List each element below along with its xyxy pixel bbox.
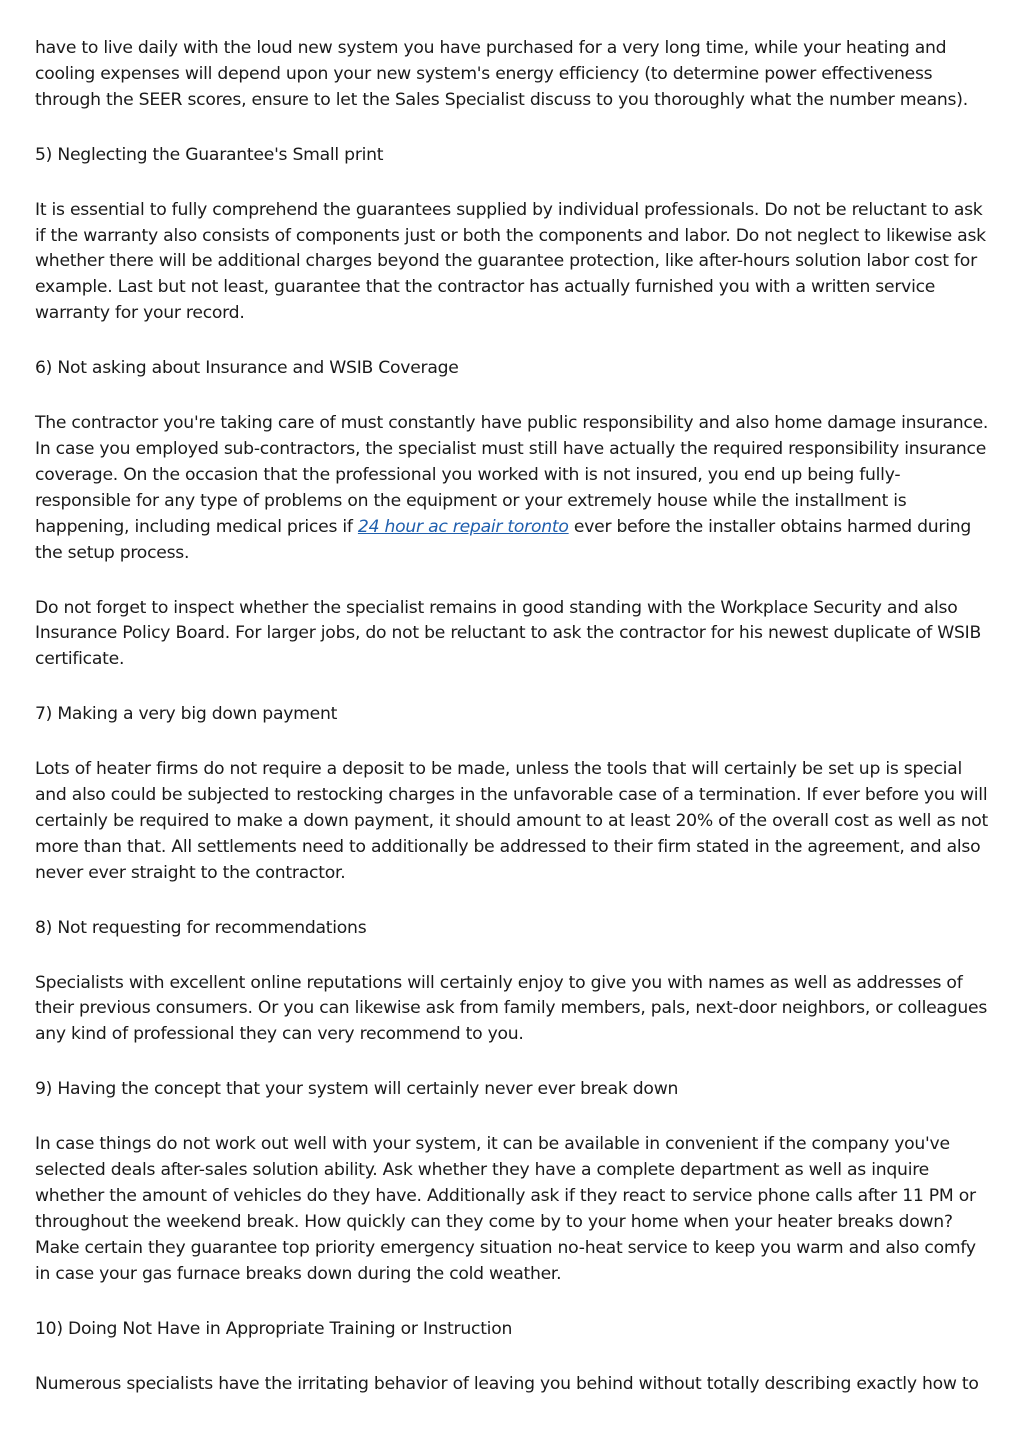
intro-paragraph: have to live daily with the loud new system you have purchased for a very long time, while your heating and cooling expenses will depend upon your new system's energy efficiency (to determine power effectiveness through the SEER scores, ensure to let the Sales Specialist discuss to you thoroughly what the number means). <box>35 38 968 110</box>
document-page <box>35 36 995 1426</box>
section-10-paragraph: Numerous specialists have the irritating behavior of leaving you behind without totally describing exactly how to <box>35 1373 979 1394</box>
ac-repair-link[interactable]: 24 hour ac repair toronto <box>357 516 569 537</box>
section-6-heading: 6) Not asking about Insurance and WSIB Coverage <box>35 358 459 379</box>
section-5-heading: 5) Neglecting the Guarantee's Small print <box>35 144 384 165</box>
section-7-heading: 7) Making a very big down payment <box>35 704 338 725</box>
section-6-text-before-link: The contractor you're taking care of must constantly have public responsibility and also home damage insurance. In case you employed sub-contractors, the specialist must still have actually the required responsibility insurance coverage. On the occasion that the professional you worked with is not insured, you end up being fully-responsible for any type of problems on the equipment or your extremely house while the installment is happening, including medical prices if <box>35 413 989 537</box>
section-9-heading: 9) Having the concept that your system will certainly never ever break down <box>35 1079 679 1100</box>
section-8-heading: 8) Not requesting for recommendations <box>35 917 367 938</box>
section-6-text-after-link: ever before the installer obtains harmed during the setup process. <box>35 516 972 563</box>
section-9-paragraph: In case things do not work out well with your system, it can be available in convenient if the company you've selected deals after-sales solution ability. Ask whether they have a complete department as well as inquire whether the amount of vehicles do they have. Additionally ask if they react to service phone calls after 11 PM or throughout the weekend break. How quickly can they come by to your home when your heater breaks down? Make certain they guarantee top priority emergency situation no-heat service to keep you warm and also comfy in case your gas furnace breaks down during the cold weather. <box>35 1134 976 1284</box>
section-5-paragraph: It is essential to fully comprehend the guarantees supplied by individual professionals. Do not be reluctant to ask if the warranty also consists of components just or both the components and labor. Do not neglect to likewise ask whether there will be additional charges beyond the guarantee protection, like after-hours solution labor cost for example. Last but not least, guarantee that the contractor has actually furnished you with a written service warranty for your record. <box>35 199 986 324</box>
section-10-heading: 10) Doing Not Have in Appropriate Training or Instruction <box>35 1318 513 1339</box>
section-6-paragraph-2: Do not forget to inspect whether the specialist remains in good standing with the Workplace Security and also Insurance Policy Board. For larger jobs, do not be reluctant to ask the contractor for his newest duplicate of WSIB certificate. <box>35 597 982 670</box>
section-7-paragraph: Lots of heater firms do not require a deposit to be made, unless the tools that will certainly be set up is special and also could be subjected to restocking charges in the unfavorable case of a termination. If ever before you will certainly be required to make a down payment, it should amount to at least 20% of the overall cost as well as not more than that. All settlements need to additionally be addressed to their firm stated in the agreement, and also never ever straight to the contractor. <box>35 759 989 883</box>
section-6-paragraph-1 <box>35 411 995 566</box>
section-8-paragraph: Specialists with excellent online reputations will certainly enjoy to give you with names as well as addresses of their previous consumers. Or you can likewise ask from family members, pals, next-door neighbors, or colleagues any kind of professional they can very recommend to you. <box>35 972 988 1045</box>
